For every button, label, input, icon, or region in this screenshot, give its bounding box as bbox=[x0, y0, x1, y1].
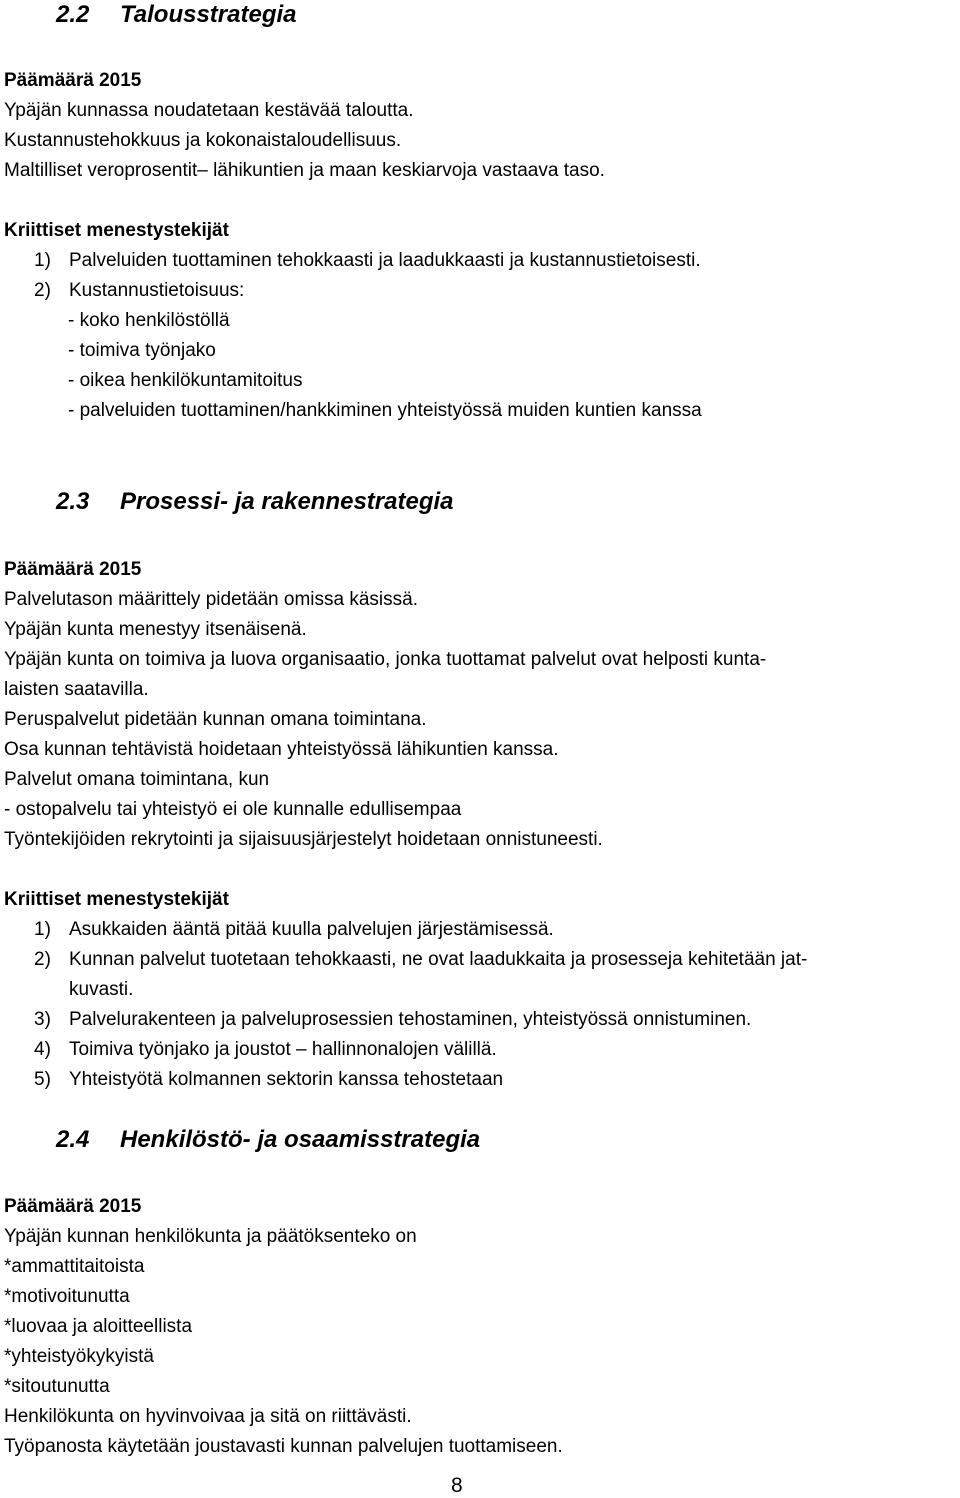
item-text: Kunnan palvelut tuotetaan tehokkaasti, ne ovat laadukkaita ja prosesseja kehitetään jat- bbox=[69, 949, 808, 970]
section-number: 2.3 bbox=[56, 488, 90, 515]
item-number: 3) bbox=[34, 1009, 51, 1030]
item-number: 4) bbox=[34, 1039, 51, 1060]
goal-line: *luovaa ja aloitteellista bbox=[4, 1316, 193, 1337]
item-text: Yhteistyötä kolmannen sektorin kanssa tehostetaan bbox=[69, 1069, 504, 1090]
goal-line: Ypäjän kunta menestyy itsenäisenä. bbox=[4, 619, 307, 640]
goal-line: *sitoutunutta bbox=[4, 1376, 110, 1397]
item-number: 5) bbox=[34, 1069, 51, 1090]
goal-line: Palvelut omana toimintana, kun bbox=[4, 769, 270, 790]
page-number: 8 bbox=[451, 1474, 463, 1497]
section-title: Prosessi- ja rakennestrategia bbox=[120, 488, 454, 515]
goal-heading: Päämäärä 2015 bbox=[4, 70, 142, 91]
item-text: Palveluiden tuottaminen tehokkaasti ja laadukkaasti ja kustannustietoisesti. bbox=[69, 250, 701, 271]
sub-item: - toimiva työnjako bbox=[68, 340, 216, 361]
goal-line: Työntekijöiden rekrytointi ja sijaisuusjärjestelyt hoidetaan onnistuneesti. bbox=[4, 829, 603, 850]
sub-item: - oikea henkilökuntamitoitus bbox=[68, 370, 303, 391]
item-text: kuvasti. bbox=[69, 979, 134, 1000]
goal-line: Kustannustehokkuus ja kokonaistaloudellisuus. bbox=[4, 130, 402, 151]
item-number: 2) bbox=[34, 949, 51, 970]
goal-line: Osa kunnan tehtävistä hoidetaan yhteistyössä lähikuntien kanssa. bbox=[4, 739, 559, 760]
goal-line: *motivoitunutta bbox=[4, 1286, 130, 1307]
section-heading-2-2 bbox=[56, 0, 297, 30]
section-number: 2.4 bbox=[56, 1126, 90, 1153]
section-title: Talousstrategia bbox=[120, 1, 297, 28]
goal-line: Henkilökunta on hyvinvoivaa ja sitä on riittävästi. bbox=[4, 1406, 412, 1427]
goal-line: *yhteistyökykyistä bbox=[4, 1346, 154, 1367]
goal-line: - ostopalvelu tai yhteistyö ei ole kunnalle edullisempaa bbox=[4, 799, 462, 820]
section-title: Henkilöstö- ja osaamisstrategia bbox=[120, 1126, 481, 1153]
item-number: 1) bbox=[34, 919, 51, 940]
goal-heading: Päämäärä 2015 bbox=[4, 559, 142, 580]
csf-heading: Kriittiset menestystekijät bbox=[4, 889, 229, 910]
section-heading-2-4 bbox=[56, 1125, 480, 1155]
goal-line: Peruspalvelut pidetään kunnan omana toimintana. bbox=[4, 709, 427, 730]
section-number: 2.2 bbox=[56, 1, 90, 28]
goal-line: Maltilliset veroprosentit– lähikuntien ja maan keskiarvoja vastaava taso. bbox=[4, 160, 605, 181]
sub-item: - koko henkilöstöllä bbox=[68, 310, 230, 331]
goal-line: Ypäjän kunnassa noudatetaan kestävää taloutta. bbox=[4, 100, 414, 121]
sub-item: - palveluiden tuottaminen/hankkiminen yhteistyössä muiden kuntien kanssa bbox=[68, 400, 702, 421]
goal-line: *ammattitaitoista bbox=[4, 1256, 145, 1277]
goal-line: Ypäjän kunta on toimiva ja luova organisaatio, jonka tuottamat palvelut ovat helposti kunta- bbox=[4, 649, 767, 670]
item-text: Kustannustietoisuus: bbox=[69, 280, 245, 301]
goal-line: Palvelutason määrittely pidetään omissa käsissä. bbox=[4, 589, 418, 610]
csf-heading: Kriittiset menestystekijät bbox=[4, 220, 229, 241]
goal-line: Työpanosta käytetään joustavasti kunnan palvelujen tuottamiseen. bbox=[4, 1436, 563, 1457]
item-number: 2) bbox=[34, 280, 51, 301]
section-heading-2-3 bbox=[56, 487, 454, 517]
item-text: Palvelurakenteen ja palveluprosessien tehostaminen, yhteistyössä onnistuminen. bbox=[69, 1009, 752, 1030]
item-text: Asukkaiden ääntä pitää kuulla palvelujen järjestämisessä. bbox=[69, 919, 554, 940]
goal-line: Ypäjän kunnan henkilökunta ja päätöksenteko on bbox=[4, 1226, 417, 1247]
item-text: Toimiva työnjako ja joustot – hallinnonalojen välillä. bbox=[69, 1039, 497, 1060]
goal-line: laisten saatavilla. bbox=[4, 679, 149, 700]
goal-heading: Päämäärä 2015 bbox=[4, 1196, 142, 1217]
item-number: 1) bbox=[34, 250, 51, 271]
